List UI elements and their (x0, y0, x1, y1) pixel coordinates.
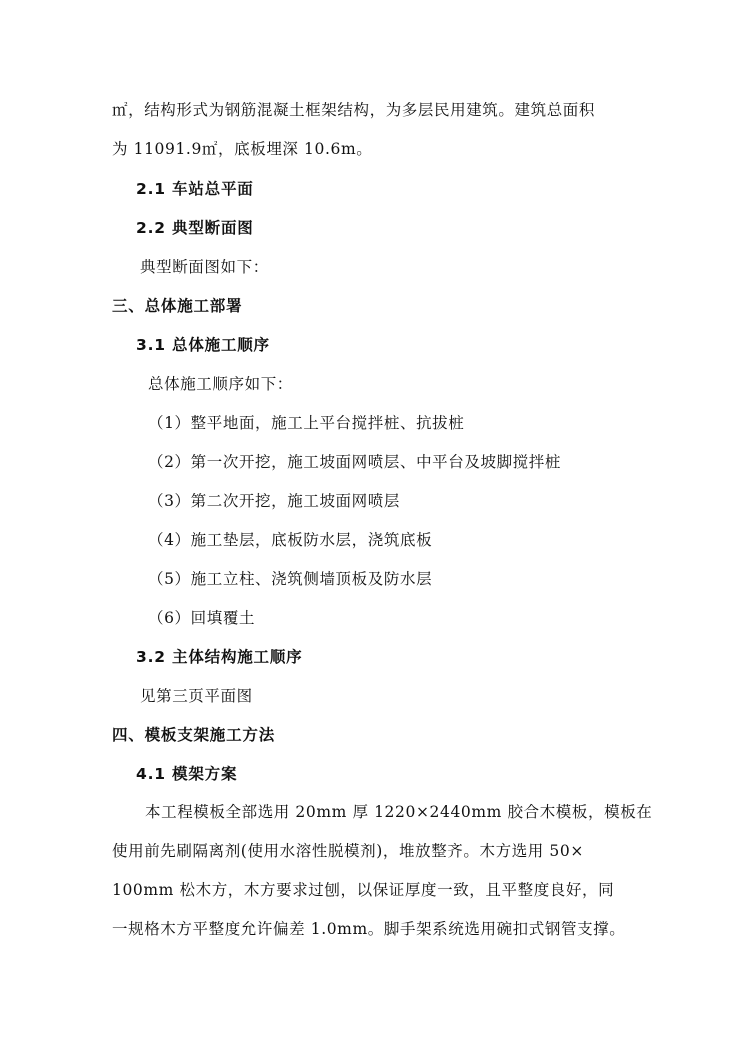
heading-3-2: 3.2 主体结构施工顺序 (136, 648, 303, 666)
step-item: （6）回填覆土 (148, 609, 256, 627)
section-intro: 典型断面图如下： (140, 258, 269, 276)
step-item: （4）施工垫层，底板防水层，浇筑底板 (148, 531, 433, 549)
heading-2-2: 2.2 典型断面图 (136, 219, 254, 237)
paragraph-line: 使用前先刷隔离剂(使用水溶性脱模剂)，堆放整齐。木方选用 50× (112, 842, 584, 860)
heading-3: 三、总体施工部署 (112, 297, 243, 315)
heading-4: 四、模板支架施工方法 (112, 726, 276, 744)
step-item: （3）第二次开挖，施工坡面网喷层 (148, 492, 400, 510)
paragraph-line: ㎡，结构形式为钢筋混凝土框架结构，为多层民用建筑。建筑总面积 (112, 101, 596, 119)
paragraph-line: 一规格木方平整度允许偏差 1.0mm。脚手架系统选用碗扣式钢管支撑。 (112, 920, 626, 938)
see-plan-text: 见第三页平面图 (140, 687, 253, 705)
step-item: （2）第一次开挖，施工坡面网喷层、中平台及坡脚搅拌桩 (148, 453, 561, 471)
paragraph-line: 为 11091.9㎡，底板埋深 10.6m。 (112, 140, 373, 158)
paragraph-line: 本工程模板全部选用 20mm 厚 1220×2440mm 胶合木模板，模板在 (145, 803, 653, 821)
order-intro: 总体施工顺序如下： (148, 375, 293, 393)
paragraph-line: 100mm 松木方，木方要求过刨，以保证厚度一致，且平整度良好，同 (112, 881, 615, 899)
heading-2-1: 2.1 车站总平面 (136, 180, 254, 198)
heading-3-1: 3.1 总体施工顺序 (136, 336, 270, 354)
heading-4-1: 4.1 模架方案 (136, 765, 238, 783)
step-item: （1）整平地面，施工上平台搅拌桩、抗拔桩 (148, 414, 465, 432)
step-item: （5）施工立柱、浇筑侧墙顶板及防水层 (148, 570, 433, 588)
